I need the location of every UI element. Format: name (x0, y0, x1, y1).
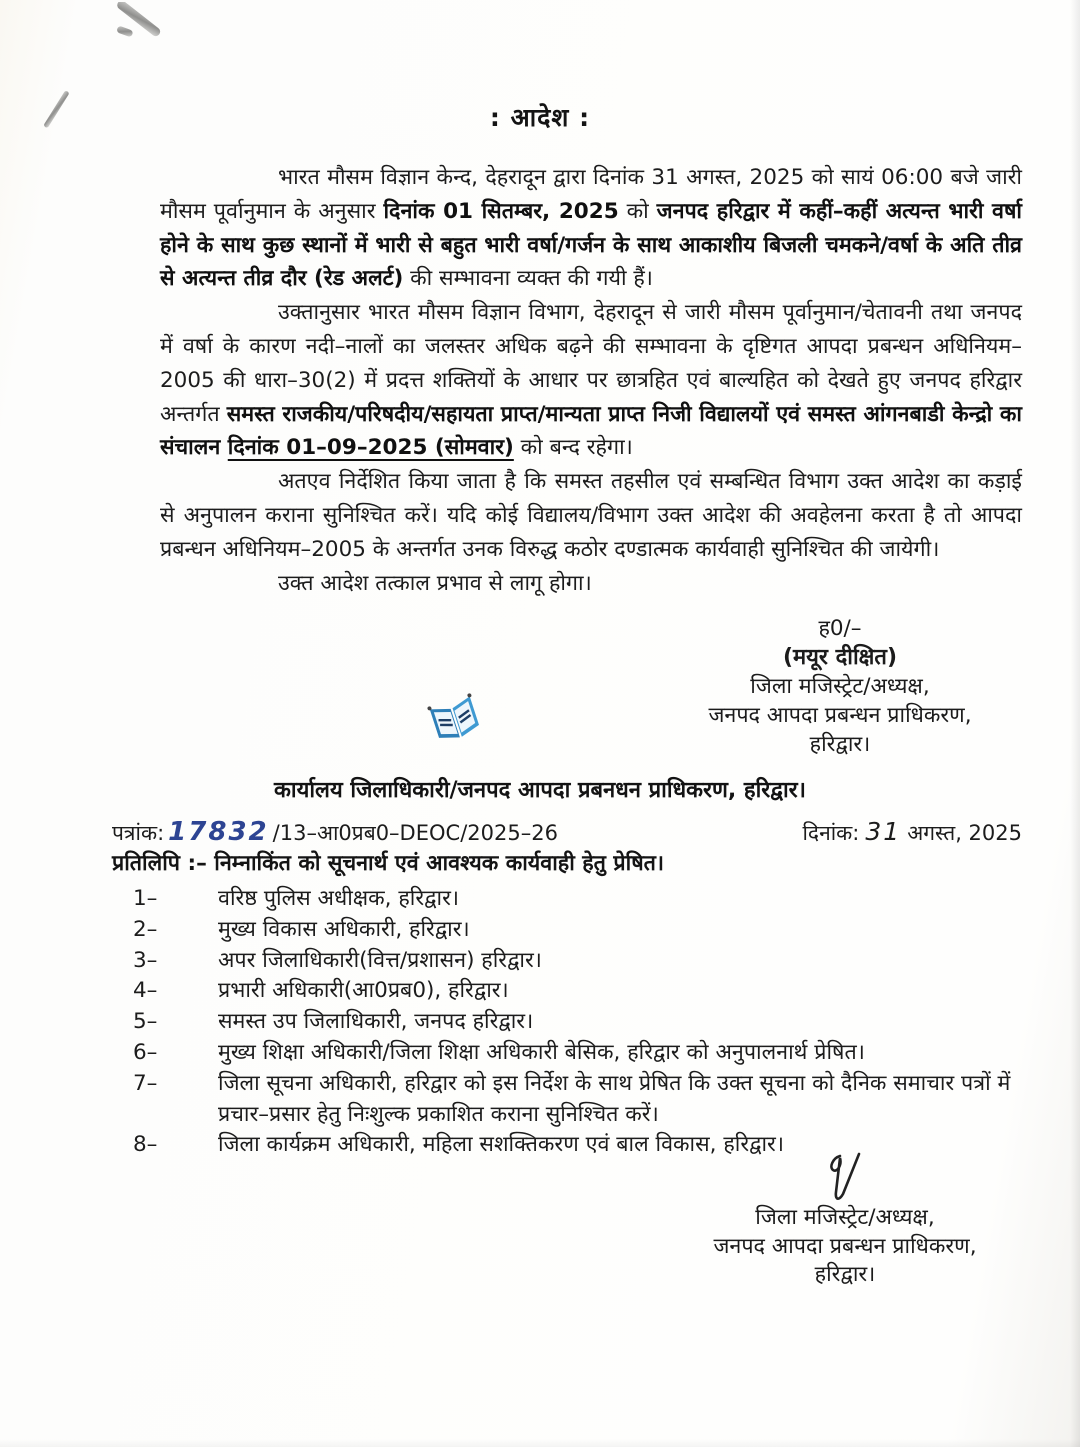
recipient-text: समस्त उप जिलाधिकारी, जनपद हरिद्वार। (218, 1009, 534, 1035)
recipient-row (133, 884, 1035, 915)
open-book-icon (422, 688, 488, 750)
date-month-year: अगस्त, 2025 (907, 821, 1022, 845)
date-label: दिनांक: (802, 821, 860, 845)
recipient-row (133, 1069, 1035, 1131)
signatory-authority: जनपद आपदा प्रबन्धन प्राधिकरण, (708, 703, 972, 728)
recipient-text: जिला कार्यक्रम अधिकारी, महिला सशक्तिकरण एवं बाल विकास, हरिद्वार। (218, 1132, 784, 1158)
paragraph-segment: भारत मौसम विज्ञान केन्द, देहरादून द्वारा दिनांक 31 अगस्त, 2025 को सायं 06:00 बजे जारी मौसम पूर्वानुमान के अनुसार (160, 165, 1022, 224)
order-paragraph (160, 296, 1022, 465)
signatory-place: हरिद्वार। (809, 732, 871, 757)
recipient-number: 4– (133, 978, 158, 1004)
date-day-handwritten: 31 (865, 817, 902, 846)
paragraph-segment: समस्त राजकीय/परिषदीय/सहायता प्राप्त/मान्यता प्राप्त निजी विद्यालयों एवं समस्त आंगनबाडी केन्द्रो का संचालन (160, 401, 1022, 461)
signature-block-bottom (680, 1142, 1010, 1290)
recipient-text: अपर जिलाधिकारी(वित्त/प्रशासन) हरिद्वार। (218, 947, 542, 973)
paragraph-segment: दिनांक 01 सितम्बर, 2025 (383, 198, 619, 224)
letter-number (112, 817, 558, 847)
recipient-text: वरिष्ठ पुलिस अधीक्षक, हरिद्वार। (218, 886, 460, 911)
recipient-row (133, 976, 1035, 1007)
recipient-number: 5– (133, 1009, 158, 1035)
recipient-row (133, 915, 1035, 946)
recipient-number: 1– (133, 886, 158, 911)
letter-date (802, 817, 1022, 847)
paragraph-segment: को बन्द रहेगा। (513, 435, 633, 461)
signatory-designation: जिला मजिस्ट्रेट/अध्यक्ष, (750, 674, 930, 699)
paragraph-segment: उक्तानुसार भारत मौसम विज्ञान विभाग, देहरादून से जारी मौसम पूर्वानुमान/चेतावनी तथा जनपद में वर्षा के कारण नदी–नालों का जलस्तर अधिक बढ़ने की सम्भावना के दृष्टिगत आपदा प्रबन्धन अधिनियम–2005 की धारा–30(2) में प्रदत्त शक्तियों के आधार पर छात्रहित एवं बाल्यहित को देखते हुए जनपद हरिद्वार अन्तर्गत (160, 300, 1022, 427)
paragraph-segment: दिनांक 01–09–2025 (सोमवार) (227, 435, 514, 461)
recipient-row (133, 1007, 1035, 1038)
order-paragraphs (160, 161, 1022, 600)
order-paragraph (160, 465, 1022, 566)
signatory-name: (मयूर दीक्षित) (782, 645, 898, 670)
paragraph-segment: उक्त आदेश तत्काल प्रभाव से लागू होगा। (278, 570, 592, 596)
recipient-row (133, 946, 1035, 977)
signatory-authority: जनपद आपदा प्रबन्धन प्राधिकरण, (713, 1233, 977, 1259)
signature-block-top (672, 614, 1008, 759)
signed-abbreviation: ह0/– (818, 616, 862, 641)
recipient-number: 3– (133, 947, 158, 973)
paragraph-segment: अतएव निर्देशित किया जाता है कि समस्त तहसील एवं सम्बन्धित विभाग उक्त आदेश का कड़ाई से अनुपालन कराना सुनिश्चित करें। यदि कोई विद्यालय/विभाग उक्त आदेश की अवहेलना करता है तो आपदा प्रबन्धन अधिनियम–2005 के अन्तर्गत उनक विरुद्ध कठोर दण्डात्मक कार्यवाही सुनिश्चित की जायेगी। (160, 469, 1022, 562)
copy-to-heading: प्रतिलिपि :– निम्नाकिंत को सूचनार्थ एवं आवश्यक कार्यवाही हेतु प्रेषित। (112, 851, 665, 876)
order-paragraph (160, 567, 1022, 601)
recipient-row (133, 1038, 1035, 1069)
page-edge-shadow (1070, 0, 1080, 1447)
reference-row (112, 817, 1022, 847)
paragraph-segment: की सम्भावना व्यक्त की गयी हैं। (403, 266, 653, 292)
recipient-number: 7– (133, 1070, 158, 1096)
recipient-number: 6– (133, 1039, 158, 1065)
staple-icon (95, 2, 185, 62)
paragraph-segment: जनपद हरिद्वार में कहीं–कहीं अत्यन्त भारी वर्षा होने के साथ कुछ स्थानों में भारी से बहुत भारी वर्षा/गर्जन के साथ आकाशीय बिजली चमकने/वर्षा के अति तीव्र से अत्यन्त तीव्र दौर (रेड अलर्ट) (160, 198, 1022, 292)
signatory-place: हरिद्वार। (814, 1262, 876, 1287)
recipient-number: 8– (133, 1132, 158, 1158)
recipient-text: जिला सूचना अधिकारी, हरिद्वार को इस निर्देश के साथ प्रेषित कि उक्त सूचना को दैनिक समाचार पत्रों में प्रचार–प्रसार हेतु निःशुल्क प्रकाशित कराना सुनिश्चित करें। (218, 1070, 1011, 1127)
office-heading: कार्यालय जिलाधिकारी/जनपद आपदा प्रबनधन प्राधिकरण, हरिद्वार। (274, 778, 806, 803)
letter-number-suffix: /13–आ0प्रब0–DEOC/2025–26 (272, 821, 558, 845)
paragraph-segment: को (618, 198, 657, 224)
recipient-number: 2– (133, 916, 158, 942)
order-paragraph (160, 161, 1022, 296)
page-bottom-shadow (0, 1439, 1080, 1447)
letter-number-handwritten: 17832 (168, 817, 269, 847)
page-title: : आदेश : (489, 103, 591, 132)
signatory-designation: जिला मजिस्ट्रेट/अध्यक्ष, (755, 1205, 935, 1230)
recipient-text: प्रभारी अधिकारी(आ0प्रब0), हरिद्वार। (218, 978, 509, 1004)
letter-number-label: पत्रांक: (112, 821, 165, 845)
recipient-text: मुख्य शिक्षा अधिकारी/जिला शिक्षा अधिकारी बेसिक, हरिद्वार को अनुपालनार्थ प्रेषित। (218, 1039, 865, 1065)
recipient-text: मुख्य विकास अधिकारी, हरिद्वार। (218, 916, 470, 942)
handwritten-signature (810, 1142, 880, 1200)
recipients-list (133, 884, 1035, 1161)
